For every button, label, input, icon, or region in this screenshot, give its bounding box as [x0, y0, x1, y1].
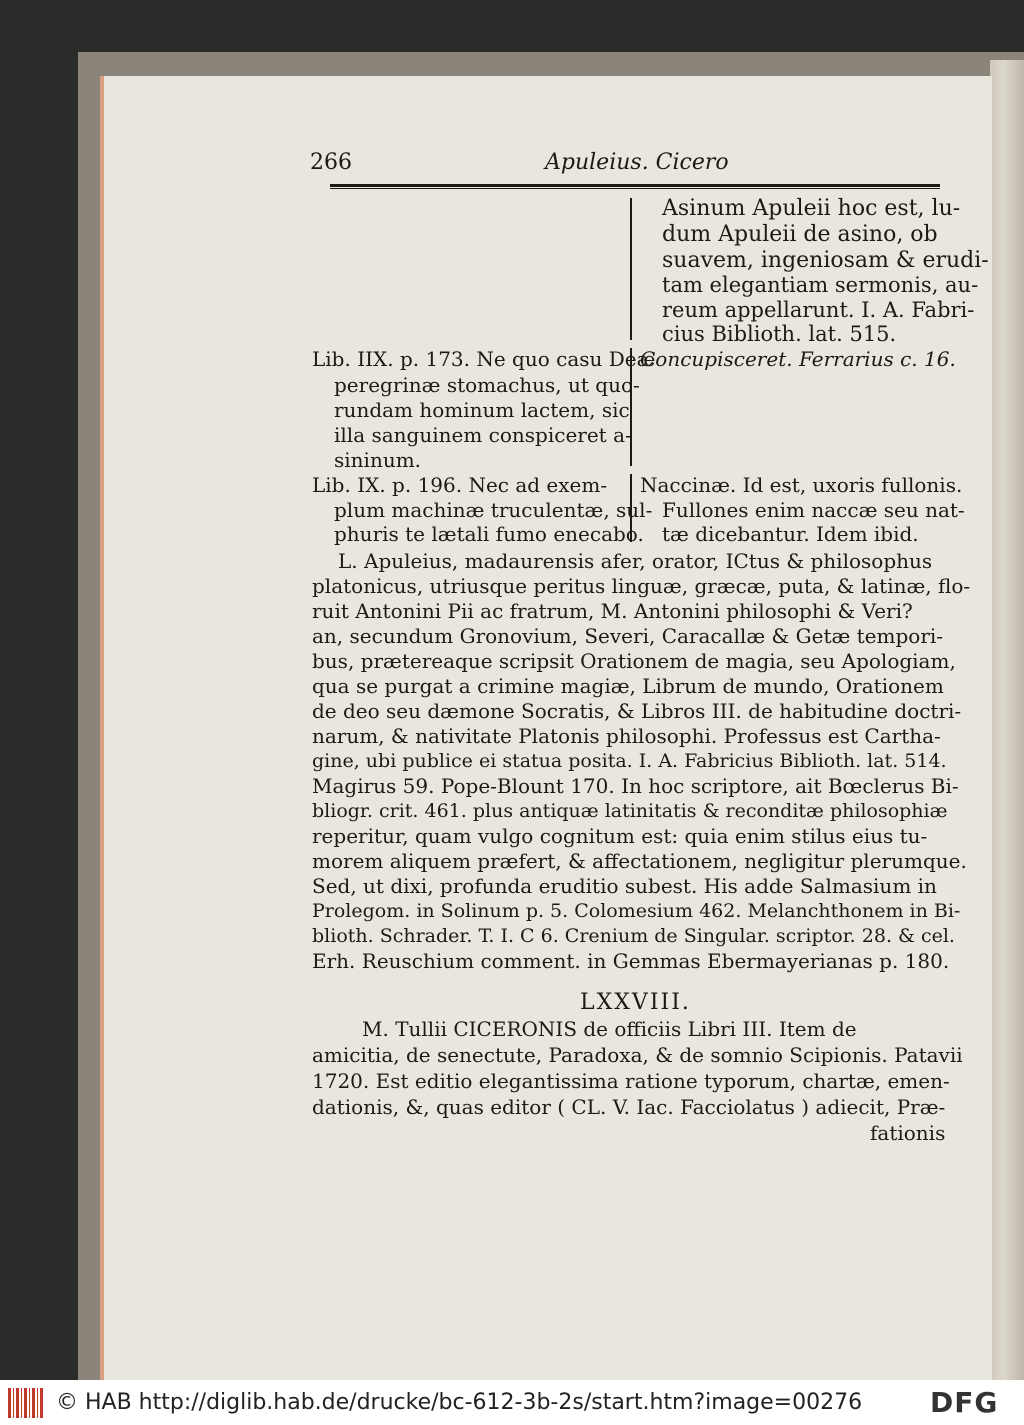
- body-line: M. Tullii CICERONIS de officiis Libri III. Item de: [362, 1017, 857, 1041]
- column-divider: [630, 198, 632, 340]
- note-line: tam elegantiam sermonis, au-: [662, 273, 979, 297]
- body-line: L. Apuleius, madaurensis afer, orator, ICtus & philosophus: [338, 549, 933, 573]
- note-line: Asinum Apuleii hoc est, lu-: [662, 196, 961, 221]
- note-line: reum appellarunt. I. A. Fabri-: [662, 298, 975, 322]
- note-line: Lib. IX. p. 196. Nec ad exem-: [312, 473, 608, 497]
- note-line: rundam hominum lactem, sic: [334, 398, 630, 422]
- note-line: Fullones enim naccæ seu nat-: [662, 498, 965, 522]
- body-line: qua se purgat a crimine magiæ, Librum de mundo, Orationem: [312, 674, 944, 698]
- barcode-icon: [8, 1388, 44, 1418]
- body-line: gine, ubi publice ei statua posita. I. A. Fabricius Biblioth. lat. 514.: [312, 750, 947, 772]
- body-line: Magirus 59. Pope-Blount 170. In hoc scriptore, ait Bœclerus Bi-: [312, 774, 959, 798]
- catchword: fationis: [870, 1121, 946, 1145]
- note-line: phuris te lætali fumo enecabo.: [334, 522, 644, 546]
- body-line: ruit Antonini Pii ac fratrum, M. Antonini philosophi & Veri?: [312, 599, 913, 623]
- note-line: Concupisceret. Ferrarius c. 16.: [640, 347, 956, 371]
- note-line: illa sanguinem conspiceret a-: [334, 423, 632, 447]
- body-line: bus, prætereaque scripsit Orationem de magia, seu Apologiam,: [312, 649, 956, 673]
- note-line: cius Biblioth. lat. 515.: [662, 322, 897, 346]
- body-line: platonicus, utriusque peritus linguæ, græcæ, puta, & latinæ, flo-: [312, 574, 971, 598]
- note-line: Lib. IIX. p. 173. Ne quo casu Deæ: [312, 347, 656, 371]
- header-rule-thin: [330, 188, 940, 189]
- section-heading: LXXVIII.: [580, 990, 691, 1015]
- note-line: Naccinæ. Id est, uxoris fullonis.: [640, 473, 963, 497]
- body-line: de deo seu dæmone Socratis, & Libros III. de habitudine doctri-: [312, 699, 962, 723]
- body-line: narum, & nativitate Platonis philosophi. Professus est Cartha-: [312, 724, 941, 748]
- note-line: tæ dicebantur. Idem ibid.: [662, 522, 919, 546]
- note-line: sininum.: [334, 448, 422, 472]
- body-line: Sed, ut dixi, profunda eruditio subest. His adde Salmasium in: [312, 874, 937, 898]
- body-line: morem aliquem præfert, & affectationem, negligitur plerumque.: [312, 849, 967, 873]
- body-line: an, secundum Gronovium, Severi, Caracallæ & Getæ tempori-: [312, 624, 944, 648]
- note-line: plum machinæ truculentæ, sul-: [334, 498, 653, 522]
- body-line: Erh. Reuschium comment. in Gemmas Ebermayerianas p. 180.: [312, 949, 950, 973]
- dfg-logo: DFG: [930, 1386, 999, 1419]
- body-line: blioth. Schrader. T. I. C 6. Crenium de Singular. scriptor. 28. & cel.: [312, 925, 955, 947]
- facing-page-edge: [990, 60, 1024, 1380]
- note-line: suavem, ingeniosam & erudi-: [662, 248, 989, 273]
- note-line: dum Apuleii de asino, ob: [662, 222, 938, 247]
- body-line: amicitia, de senectute, Paradoxa, & de somnio Scipionis. Patavii: [312, 1043, 963, 1067]
- body-line: bliogr. crit. 461. plus antiquæ latinitatis & reconditæ philosophiæ: [312, 800, 948, 822]
- body-line: 1720. Est editio elegantissima ratione typorum, chartæ, emen-: [312, 1069, 950, 1093]
- running-head: Apuleius. Cicero: [545, 150, 729, 175]
- body-line: reperitur, quam vulgo cognitum est: quia enim stilus eius tu-: [312, 824, 928, 848]
- body-line: Prolegom. in Solinum p. 5. Colomesium 462. Melanchthonem in Bi-: [312, 900, 961, 922]
- body-line: dationis, &, quas editor ( CL. V. Iac. Facciolatus ) adiecit, Præ-: [312, 1095, 946, 1119]
- page-number: 266: [310, 150, 352, 175]
- credit-link[interactable]: © HAB http://diglib.hab.de/drucke/bc-612-3b-2s/start.htm?image=00276: [56, 1390, 863, 1415]
- header-rule: [330, 184, 940, 187]
- note-line: peregrinæ stomachus, ut quo-: [334, 373, 640, 397]
